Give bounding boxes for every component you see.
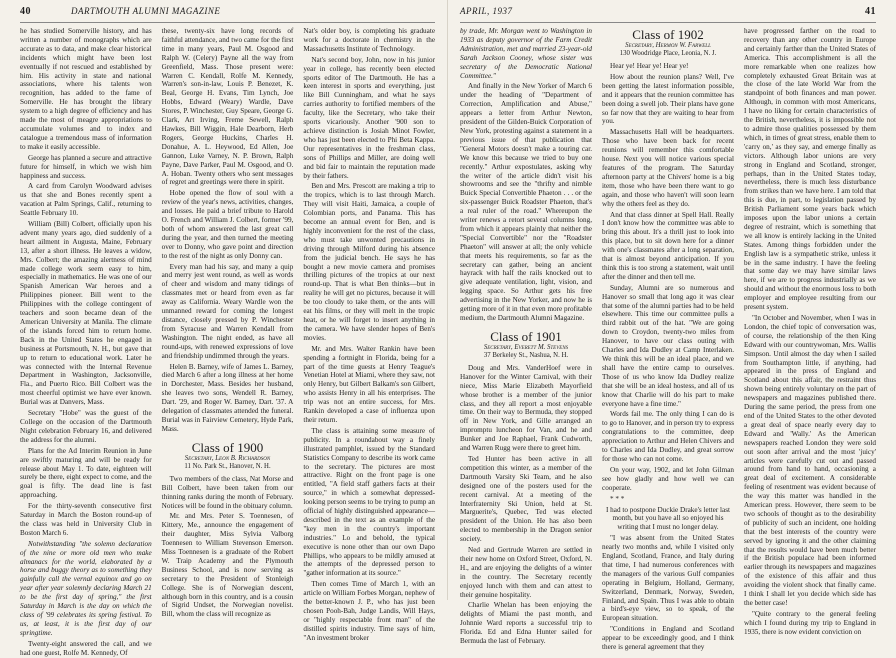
class-address: 11 No. Park St., Hanover, N. H. — [184, 462, 271, 470]
class-1900-heading — [162, 440, 294, 471]
paragraph: Ned and Gertrude Warren are settled in their new home on Oxford Street, Oxford, N. H., and are enjoying the delights of a winter in the country. The Secretary recently enjoyed lunch with them and can attest to their genuine hospitality. — [460, 546, 592, 599]
class-title: Class of 1902 — [632, 27, 704, 42]
paragraph: Nat's older boy, is completing his graduate work for a doctorate in chemistry in the Massachusetts Institute of Technology. — [303, 27, 436, 53]
paragraph: On your way, 1902, and let John Gilman see how gladly and how well we can cooperate. — [602, 465, 734, 492]
paragraph: "Conditions in England and Scotland appear to be exceedingly good, and I think there is general agreement that they — [602, 625, 734, 652]
paragraph: Notwithstanding "the solemn declaration of the nine or more old men who make almanacs for the world, elaborated by a horse and buggy theory as to something they gainfully call the vernal equinox and go on year after year solemnly declaring March 21 to be the first day of spring," the first Saturday in March is the day on which the class of '99 celebrates its spring festival. To us, at least, it is the first day of our springtime. — [20, 539, 152, 637]
left-running-title: DARTMOUTH ALUMNI MAGAZINE — [71, 6, 221, 16]
paragraph: Plans for the Ad Interim Reunion in June are swiftly maturing and will be ready for release about May 1. To date, eighteen will surely be there, eight expect to come, and the goal is fifty. The dead line is fast approaching. — [20, 446, 152, 500]
paragraph: How about the reunion plans? Well, I've been getting the latest information possible, and it appears that the reunion committee has been doing a swell job. Their plans have gone so far now that they are waiting to hear from you. — [602, 72, 734, 126]
left-page — [0, 0, 448, 657]
paragraph: "I was absent from the United States nearly two months and, while I visited only England, Scotland, France, and Italy during that time, I had numerous conferences with the managers of the various Gulf companies operating in Belgium, Holland, Germany, Switzerland, Denmark, Norway, Sweden, Finland, and Spain. Thus I was able to obtain a bird's-eye view, so to speak, of the European situation. — [602, 534, 734, 623]
left-page-number: 40 — [20, 6, 31, 17]
right-running-title: APRIL, 1937 — [460, 6, 513, 16]
paragraph: Helen B. Barney, wife of James L. Barney, died March 6 after a long illness at her home in Dorchester, Mass. Besides her husband, she leaves two sons, Wendell R. Barney, Dart. '29, and Roger W. Barney, Dart. '37. A delegation of classmates attended the funeral. Burial was in Fairview Cemetery, Hyde Park, Mass. — [161, 362, 294, 433]
paragraph: A card from Carolyn Woodward advises us that she and Bones recently spent a vacation at Palm Springs, Calif., returning to Seattle February 10. — [20, 182, 152, 218]
paragraph: Two members of the class, Nat Morse and Bill Colbert, have been taken from our thinning ranks during the month of February. Notices will be found in the obituary column. — [161, 474, 294, 510]
paragraph: "Quite contrary to the general feeling which I found during my trip to England in 1935, there is now evident conviction on — [744, 609, 876, 636]
paragraph: Charlie Whelan has been enjoying the delights of Miami the past month, and Johnnie Ward reports a successful trip to Florida. Ed and Edna Hunter sailed for Bermuda the last of February. — [460, 601, 592, 646]
right-column-1 — [460, 27, 592, 646]
class-secretary: Secretary, Hermon W. Farwell — [625, 42, 711, 49]
class-1902-heading — [602, 27, 734, 58]
paragraph: And finally in the New Yorker of March 6 under the heading of "Department of Correction, Amplification and Abuse," appears a letter from Arthur Newton, president of the Gilden-Buick Corporation of New York, protesting against a statement in a previous issue of that publication that "General Motors doesn't make a touring car. We know this because we tried to buy one recently." Arthur expostulates, asking why the writer of the article didn't visit his showrooms and see the "thrifty and nimble Buick Special Convertible Phaeton . . . or the six-passenger Buick Roadster Phaeton, that's a real ruler of the road." Whereupon the writer renews a retort several columns long, from which it appears plainly that neither the "Special Convertible" nor the "Roadster Phaeton" will answer at all; the only vehicle that meets his requirements, so far as the secretary can gather, being an ancient hayrack with half the rails knocked out to give adequate ventilation, light, vision, and legging space. So Arthur gets his free advertising in the New Yorker, and now he is getting more of it in that even more profitable medium, the Dartmouth Alumni Magazine. — [460, 82, 592, 322]
paragraph: Secretary "Hobe" was the guest of the College on the occasion of the Dartmouth Night celebration February 16, and delivered the address for the alumni. — [20, 409, 152, 444]
left-running-head — [20, 6, 435, 23]
paragraph: Sunday, Alumni are so numerous and Hanover so small that long ago it was clear that some of the alumni parties had to be held elsewhere. This time our committee pulls a third rabbit out of the hat. "We are going down to Croydon, twenty-two miles from Hanover, to have our class outing with Charles and Ida Dudley at Camp Interlaken. We think this will be an ideal place, and we shall have the entire camp to ourselves. Those of us who know Ida Dudley realize that she will be an ideal hostess, and all of us know that Charlie will do his part to make everyone have a fine time." — [602, 283, 734, 408]
class-title: Class of 1900 — [191, 439, 264, 455]
class-secretary: Secretary, Leon B. Richardson — [184, 454, 271, 462]
paragraph: Ted Hunter has been active in all competition this winter, as a member of the Dartmouth Varsity Ski Team, and he also designed one of the posters used for the recent carnival. At a meeting of the Interfraternity Ski Union, held at St. Marguerite's, Quebec, Ted was elected president of the Union. He has also been elected to membership in the Dragon senior society. — [460, 454, 592, 544]
class-secretary: Secretary, Everett M. Stevens — [483, 343, 569, 351]
class-title: Class of 1901 — [490, 328, 562, 344]
paragraph: William (Bill) Colbert, officially upon his advent many years ago, died suddenly of a heart ailment in Augusta, Maine, February 13, after a short illness. He leaves a widow, Mrs. Colbert; the amazing alertness of mind made college work seem easy to him, especially in mathematics. He was one of our Spanish American War heroes and a Philippines pioneer. Bill went to the Philippines with the college contingent of teachers and soon became dean of the American University at Manila. The climate of the islands forced him to return home. Back in the United States he engaged in business at Portsmouth, N. H., but gave that up to return to educational work. Later he was connected with the Internal Revenue Department in Washington, Jacksonville, Fla., and Puerto Rico. Bill Colbert was the most cheerful optimist we have ever known. Burial was at Danvers, Mass. — [20, 220, 152, 407]
paragraph: George has planned a secure and attractive future for himself, in which we wish him happiness and success. — [20, 153, 152, 180]
left-column-1 — [20, 27, 152, 657]
paragraph: Words fail me. The only thing I can do is to go to Hanover, and in person try to express congratulations to the committee, deep appreciation to Arthur and Helen Chivers and to Charles and Ida Dudley, and great sorrow for those who can not come. — [602, 410, 734, 463]
paragraph: I had to postpone Duckie Drake's letter last month, but you have all so enjoyed his writing that I must no longer delay. — [605, 505, 731, 532]
paragraph: Doug and Mrs. VanderHoef were in Hanover for the Winter Carnival, with their niece, Miss Marie Elizabeth Mayorfield whose brother is a member of the junior class, and they all report a most enjoyable time. On their way to Bermuda, they stopped off in New York, and Gille arranged an impromptu luncheon for Van, and he and Bunker and Joe Raphael, Frank Cudworth, and Warren Rugg were there to greet him. — [460, 363, 592, 453]
class-address: 130 Woodridge Place, Leonia, N. J. — [619, 50, 717, 57]
left-column-3 — [303, 27, 436, 642]
left-column-2 — [161, 27, 294, 619]
paragraph: * * * — [610, 494, 625, 503]
paragraph: The class is attaining some measure of publicity. In a roundabout way a finely illustrated pamphlet, issued by the Standard Statistics Company to describe its work came to the secretary. The pictures are most attractive. Right on the front page is one entitled, "A field staff gathers facts at their source," in which a somewhat depressed-looking person seems to be trying to pump an official of highly distinguished appearance—described in the text as an example of the "key men in the country's important industries." Lo and behold, the typical executive is none other than our own Dapo Phillips, who appears to be mildly amused at the attempts of the depressed person to "gather information at its source." — [303, 426, 436, 578]
class-address: 37 Berkeley St., Nashua, N. H. — [483, 351, 569, 359]
paragraph: Mr. and Mrs. Peter S. Toennesen, of Kittery, Me., announce the engagement of their daughter, Miss Sylvia Valborg Toennesen to William Stevenson Emerson. Miss Toennesen is a graduate of the Robert W. Traip Academy and the Plymouth Business School, and is now serving as secretary to the President of Stonleigh College. She is of Norwegian descent, although born in this country, and is a cousin of Sigrid Undset, the Norwegian novelist. Bill, whom the class will recognize as — [161, 512, 294, 619]
paragraph: have progressed farther on the road to recovery than any other country in Europe and certainly farther than the United States of America. This accomplishment is all the more remarkable when one realizes how completely exhausted Great Britain was at the close of the late World War from the standpoint of both finances and man power. Although, in common with most Americans, I have no liking for certain characteristics of the British, nevertheless, it is impossible not to admire those qualities possessed by them which, in times of great stress, enable them to 'carry on,' as they say, and emerge finally as victors. Although labor unions are very strong in England and Scotland, stronger, perhaps, than in the United States today, nevertheless, there is much less disturbance from strikes than we have here. I am told that this is due, in part, to legislation passed by British Parliament some years back which imposes upon the labor unions a certain degree of restraint, which is something that we all know is entirely lacking in the United States. Among things forbidden under the English law is a sympathetic strike, unless it be in the same industry. I have the feeling that some day we may have similar laws here, if we are to progress industrially as we should and without the enormous loss to both employer and employee resulting from our present system. — [744, 27, 876, 312]
right-page-number: 41 — [865, 6, 876, 17]
paragraph: Twenty-eight answered the call, and we had one guest, Rolfe M. Kennedy, Of — [20, 639, 152, 657]
right-page — [448, 0, 896, 652]
class-1901-heading — [460, 329, 592, 360]
paragraph: by trade, Mr. Morgan went to Washington in 1933 as deputy governor of the Farm Credit Administration, met and married 23-year-old Sarah Jackson Cooney, whose sister was secretary of the Democratic National Committee." — [460, 27, 592, 80]
paragraph: Massachusetts Hall will be headquarters. Those who have been back for recent reunions will remember this comfortable house. Next you will notice various special features of the program. The Saturday afternoon party at the Chivers' home is a big item, those who have been there want to go again, and those who haven't will soon learn why the others feel as they do. — [602, 128, 734, 208]
paragraph: Every man had his say, and many a quip and merry jest went round, as well as words of cheer and wisdom and many tidings of classmates met or heard from even as far away as California. Weary Wardle won the unmanned reward for coming the longest distance, closely pressed by P. Winchester from Syracuse and Warren Kendall from Washington. The night ended, as have all round-ups, with renewed expressions of love and friendship undimmed through the years. — [161, 262, 294, 360]
paragraph: Hear ye! Hear ye! Hear ye! — [610, 62, 689, 70]
paragraph: Ben and Mrs. Prescott are making a trip to the tropics, which is to last through March. They will visit Haiti, Jamaica, a couple of Colombian ports, and Panama. This has become an annual event for Ben, and is highly inconvenient for the rest of the class, who must take unwonted precautions in driving through Milford during his absence from the judicial bench. He says he has bought a new movie camera and promises thrilling pictures of the tropics at our next round-up. That is what Ben thinks—but in reality he will get no pictures, because it will be too cloudy to take them, or the ants will eat his films, or they will melt in the tropic heat, or he will forget to insert anything in the camera. We have slender hopes of Ben's movies. — [303, 182, 436, 342]
right-running-head — [460, 6, 876, 23]
right-column-2 — [602, 27, 734, 652]
paragraph: Then comes Time of March 1, with an article on William Forbes Morgan, nephew of the better-known J. P., who has just been chosen Pooh-Bah, Judge Landis, Will Hays, or "highly respectable front man" of the distilled spirits industry. Time says of him, "An investment broker — [303, 580, 436, 642]
paragraph: Hobe opened the flow of soul with a review of the year's news, activities, changes, and losses. He paid a brief tribute to Harold O. French and William J. Colbert, former '99, both of whom answered the last great call during the year, and then turned the meeting over to Donny, who gave point and direction to the rest of the night as only Donny can. — [161, 189, 294, 260]
paragraph: For the thirty-seventh consecutive first Saturday in March the Boston round-up of the class was held in University Club in Boston March 6. — [20, 502, 152, 537]
paragraph: Mr. and Mrs. Walter Rankin have been spending a fortnight in Florida, being for a part of the time guests at Henry Teague's Venetian Hotel at Miami, where they saw, not only Henry, but Gilbert Balkam's son Gilbert, who assists Henry in all his enterprises. The trip was not an entire success, for Mrs. Rankin developed a case of influenza upon their return. — [303, 344, 436, 424]
paragraph: And that class dinner at Spell Hall. Really I don't know how the committee was able to bring this about. It's a thrill just to look into this place, but to sit down here for a dinner with one's classmates after a long separation, that is almost beyond anticipation. If you think this is too strong a statement, wait until after the dinner and then tell me. — [602, 210, 734, 281]
paragraph: "In October and November, when I was in London, the chief topic of conversation was, of course, the relationship of the then King Edward with our countrywoman, Mrs. Wallis Simpson. Until almost the day when I sailed from Southampton little, if anything, had appeared in the press of England and Scotland about this affair, the restraint thus shown being entirely voluntary on the part of newspapers and magazines published there. During the same period, the press from one end of the United States to the other devoted a great deal of space nearly every day to Edward and 'Wally.' As the American newspapers reached London they were sold out soon after arrival and the most 'juicy' articles were carefully cut out and passed around from hand to hand, occasioning a great deal of excitement. A considerable feeling of resentment was evident because of the way this matter was handled in the American press. However, there seem to be two schools of thought as to the desirability of publicity of such an incident, one holding that the best interests of the country were served by ignoring it and the other claiming that the results would have been much better if the British populace had been informed earlier through its newspapers and magazines of the existence of this affair and thus avoiding the violent shock that finally came. I think I shall let you decide which side has the better case! — [744, 314, 876, 607]
paragraph: he has studied Somerville history, and has written a number of monographs which are accurate as to data, and make clear historical incidents which might have been lost eventually if not rescued and established by him. His activity in state and national associations, where his talents won recognition, has added to the fame of Somerville. He has brought the library system to a high degree of efficiency and has made the most of meagre appropriations to accumulate volumes and to index and catalogue a tremendous mass of information to make it easily accessible. — [20, 27, 152, 151]
paragraph: Nat's second boy, John, now in his junior year in college, has recently been elected sports editor of The Dartmouth. He has a keen interest in sports and everything, just like Bill Cunningham, and what he says carries authority to fortified members of the faculty, like the Secretary, who take their sports vicariously. Another '900 son to achieve distinction is Josiah Minot Fowler, who has just been elected to Phi Beta Kappa. Our representatives in the freshman class, sons of Phillips and Miller, are doing well and bid fair to maintain the reputation made by their fathers. — [303, 55, 436, 180]
right-column-3 — [744, 27, 876, 636]
paragraph: these, twenty-six have long records of faithful attendance, and two came for the first time in many years, Paul M. Osgood and Ralph W. (Celery) Payne all the way from Greenfield, Mass. Those present were: Warren C. Kendall, Rolfe M. Kennedy, Warren's son-in-law, Louis P. Benezet, K. Beal, George H. Evans, Tim Lynch, Joe Hobbs, Edward (Weary) Wardle, Dave Stores, P. Winchester, Guy Speare, George G. Clark, Art Irving, Freme Sewell, Ralph Hawkes, Bill Wiggin, Hale Dearborn, Herb Rogers, George Huckins, Charles H. Donahue, A. L. Heywood, Ed Allen, Joe Gannon, Luke Varney, N. P. Brown, Ralph Payne, Dave Parker, Paul M. Osgood, and O. A. Hoban. Twenty others who sent messages of regret and greetings were there in spirit. — [161, 27, 294, 187]
